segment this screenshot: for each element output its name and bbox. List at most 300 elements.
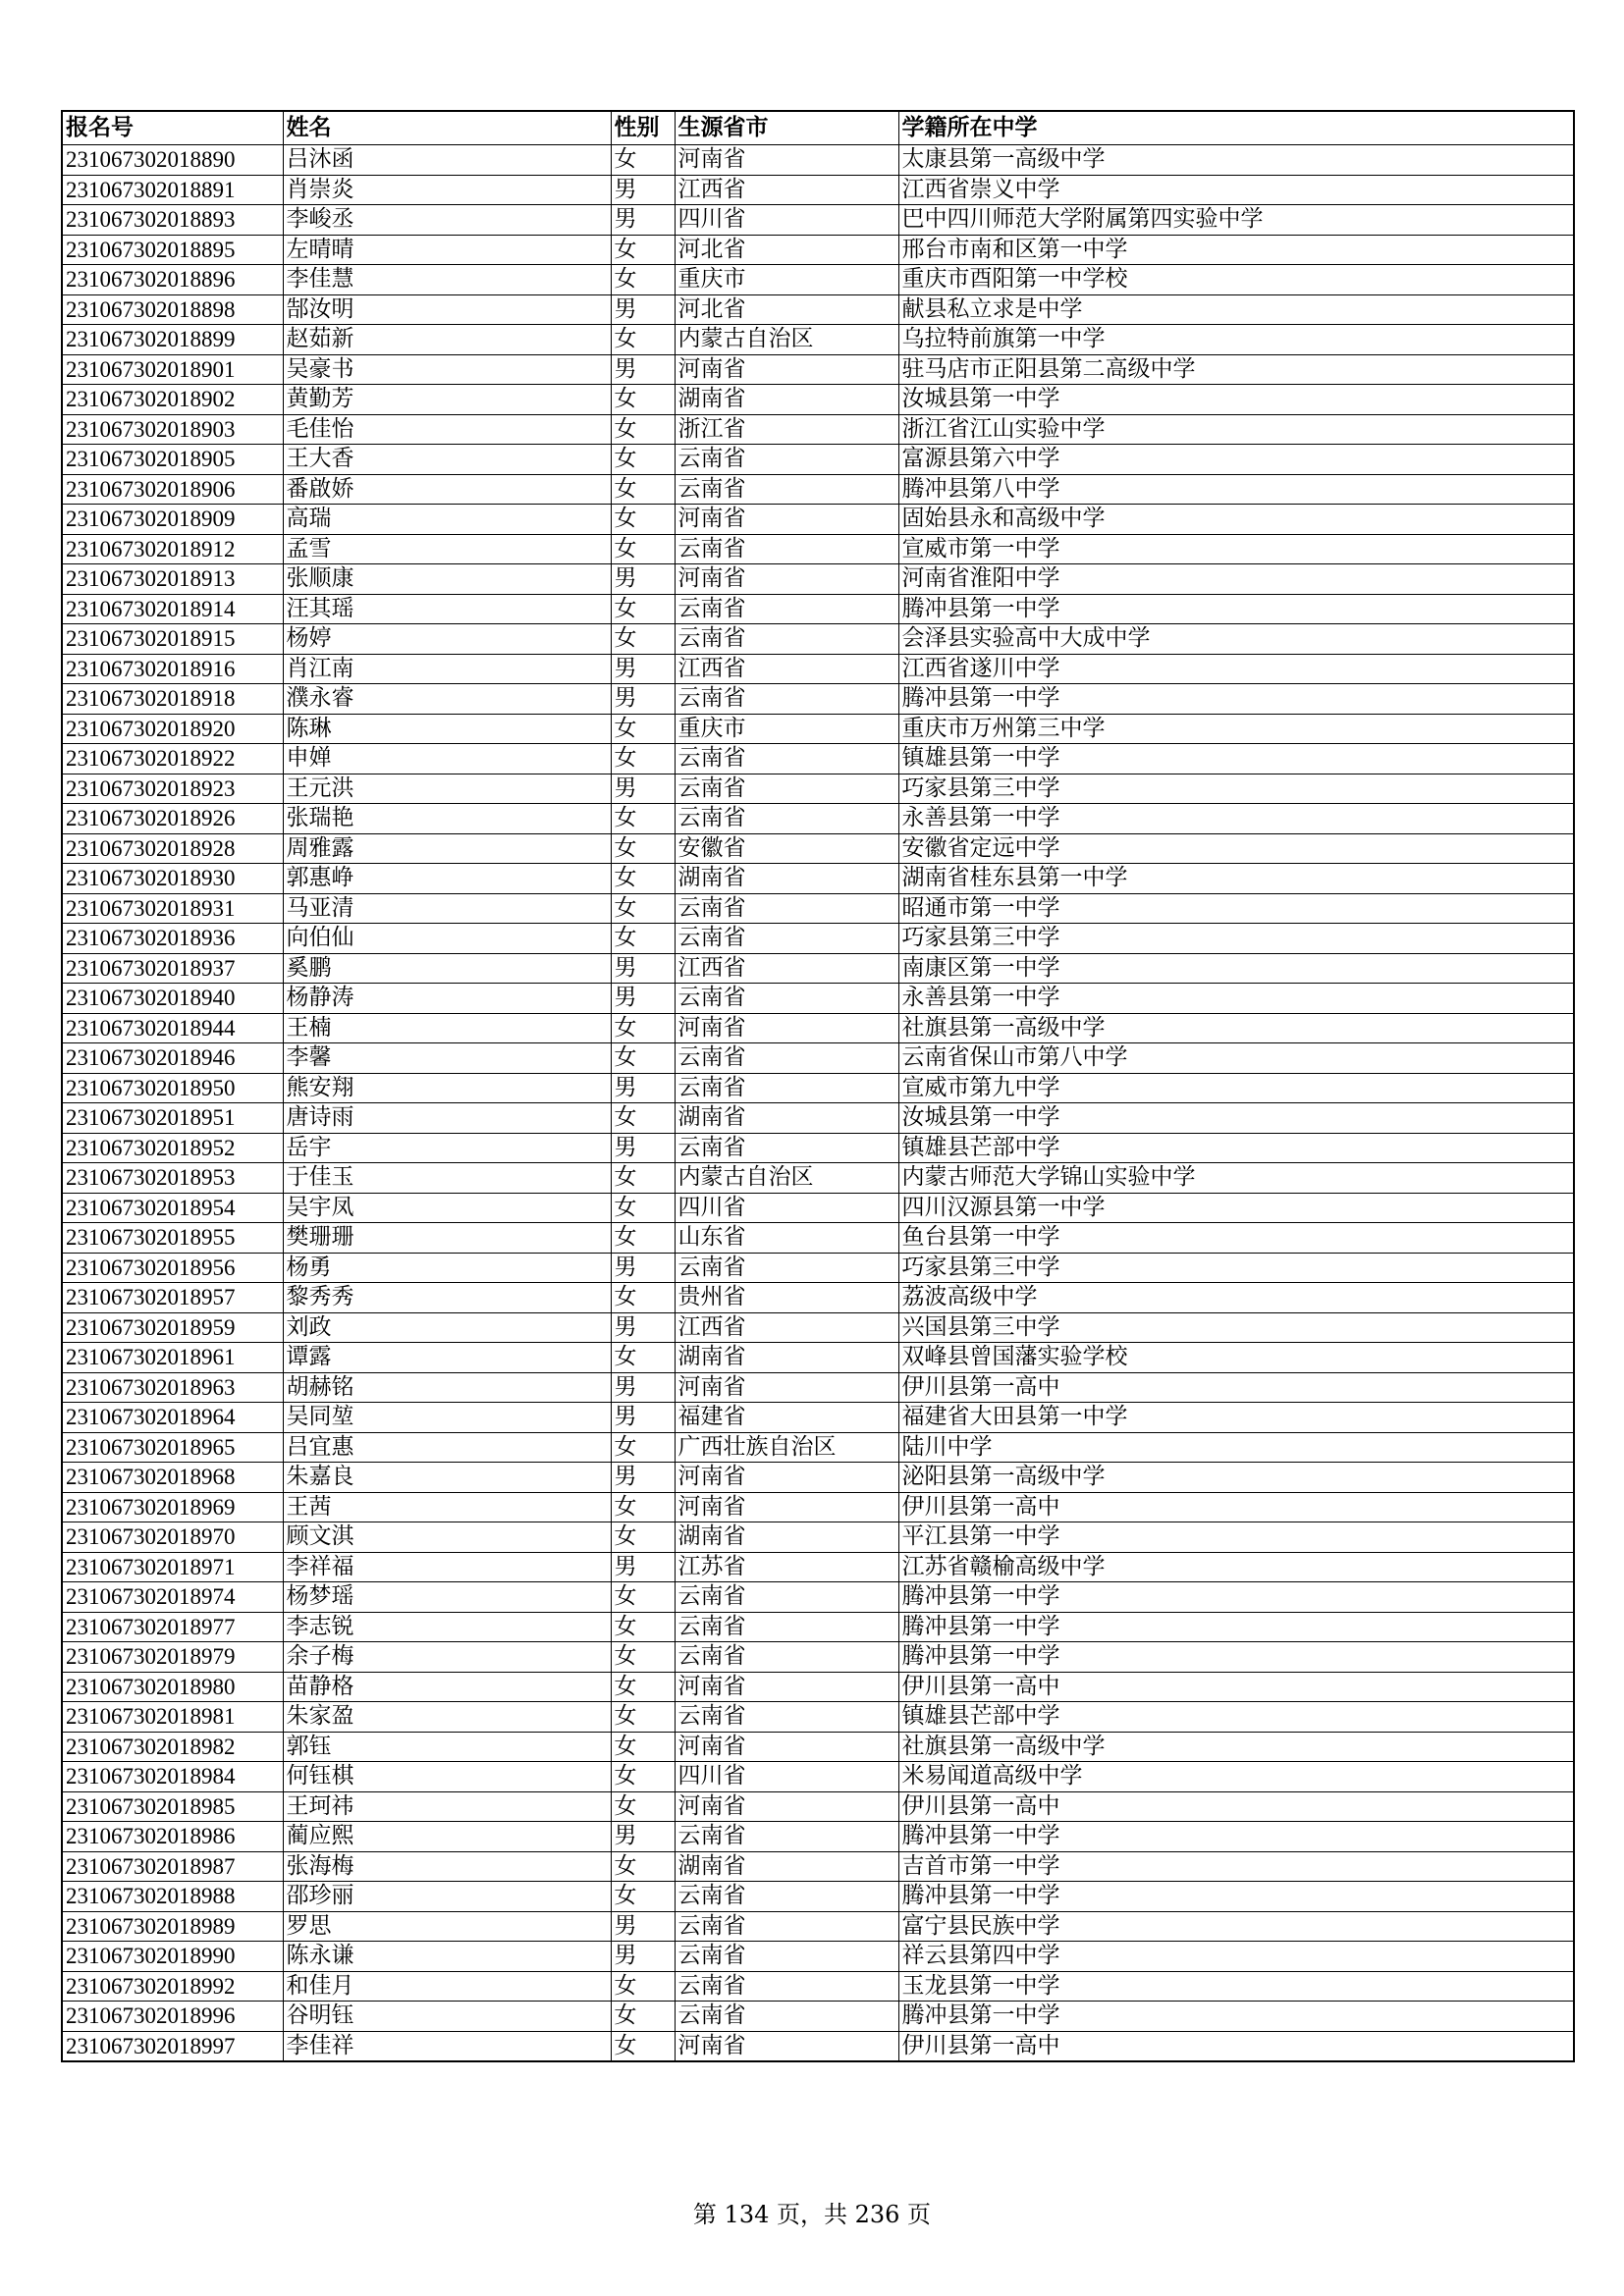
province-cell: 湖南省	[675, 1103, 898, 1134]
name-cell: 唐诗雨	[283, 1103, 611, 1134]
name-cell: 赵茹新	[283, 325, 611, 355]
table-row	[62, 145, 1574, 176]
table-row	[62, 953, 1574, 984]
high-school-cell: 宣威市第一中学	[898, 534, 1574, 564]
name-cell: 左晴晴	[283, 235, 611, 265]
province-cell: 云南省	[675, 474, 898, 505]
high-school-cell: 双峰县曾国藩实验学校	[898, 1343, 1574, 1373]
province-cell: 河北省	[675, 294, 898, 325]
gender-cell: 男	[611, 1312, 675, 1343]
high-school-cell: 巧家县第三中学	[898, 774, 1574, 804]
gender-cell: 女	[611, 1642, 675, 1673]
table-row	[62, 1672, 1574, 1702]
gender-cell: 女	[611, 2002, 675, 2032]
high-school-cell: 会泽县实验高中大成中学	[898, 624, 1574, 655]
registration-number-cell: 231067302018956	[62, 1253, 283, 1283]
gender-cell: 男	[611, 1552, 675, 1582]
province-cell: 云南省	[675, 594, 898, 624]
gender-cell: 女	[611, 414, 675, 445]
gender-cell: 女	[611, 505, 675, 535]
gender-cell: 男	[611, 1372, 675, 1403]
province-cell: 山东省	[675, 1223, 898, 1254]
table-row	[62, 1791, 1574, 1822]
high-school-cell: 云南省保山市第八中学	[898, 1043, 1574, 1074]
table-row	[62, 1582, 1574, 1613]
high-school-cell: 汝城县第一中学	[898, 1103, 1574, 1134]
province-cell: 湖南省	[675, 1522, 898, 1553]
table-row	[62, 1732, 1574, 1762]
registration-number-cell: 231067302018902	[62, 385, 283, 415]
name-cell: 肖江南	[283, 654, 611, 684]
name-cell: 张顺康	[283, 564, 611, 595]
province-cell: 云南省	[675, 1133, 898, 1163]
gender-cell: 女	[611, 1612, 675, 1642]
name-cell: 杨梦瑶	[283, 1582, 611, 1613]
header-registration-number: 报名号	[62, 111, 283, 145]
high-school-cell: 镇雄县芒部中学	[898, 1133, 1574, 1163]
registration-number-cell: 231067302018974	[62, 1582, 283, 1613]
registration-number-cell: 231067302018981	[62, 1702, 283, 1733]
name-cell: 孟雪	[283, 534, 611, 564]
gender-cell: 女	[611, 744, 675, 774]
province-cell: 河南省	[675, 564, 898, 595]
high-school-cell: 南康区第一中学	[898, 953, 1574, 984]
province-cell: 云南省	[675, 1971, 898, 2002]
table-row	[62, 235, 1574, 265]
province-cell: 贵州省	[675, 1283, 898, 1313]
gender-cell: 男	[611, 1463, 675, 1493]
province-cell: 河南省	[675, 505, 898, 535]
province-cell: 云南省	[675, 1911, 898, 1942]
gender-cell: 男	[611, 654, 675, 684]
province-cell: 河南省	[675, 1732, 898, 1762]
high-school-cell: 吉首市第一中学	[898, 1851, 1574, 1882]
name-cell: 王珂祎	[283, 1791, 611, 1822]
high-school-cell: 江苏省赣榆高级中学	[898, 1552, 1574, 1582]
table-row	[62, 1432, 1574, 1463]
name-cell: 于佳玉	[283, 1163, 611, 1194]
high-school-cell: 江西省崇义中学	[898, 175, 1574, 205]
table-row	[62, 265, 1574, 295]
name-cell: 朱家盈	[283, 1702, 611, 1733]
high-school-cell: 伊川县第一高中	[898, 1791, 1574, 1822]
gender-cell: 女	[611, 1103, 675, 1134]
header-high-school: 学籍所在中学	[898, 111, 1574, 145]
gender-cell: 女	[611, 1223, 675, 1254]
registration-number-cell: 231067302018912	[62, 534, 283, 564]
name-cell: 苗静格	[283, 1672, 611, 1702]
registration-number-cell: 231067302018890	[62, 145, 283, 176]
name-cell: 吕沐函	[283, 145, 611, 176]
high-school-cell: 献县私立求是中学	[898, 294, 1574, 325]
table-row	[62, 1492, 1574, 1522]
table-row	[62, 1343, 1574, 1373]
table-row	[62, 385, 1574, 415]
high-school-cell: 伊川县第一高中	[898, 1372, 1574, 1403]
gender-cell: 女	[611, 624, 675, 655]
registration-number-cell: 231067302018896	[62, 265, 283, 295]
table-row	[62, 1223, 1574, 1254]
table-row	[62, 2002, 1574, 2032]
registration-number-cell: 231067302018953	[62, 1163, 283, 1194]
registration-number-cell: 231067302018909	[62, 505, 283, 535]
name-cell: 李峻丞	[283, 205, 611, 236]
registration-number-cell: 231067302018950	[62, 1073, 283, 1103]
province-cell: 云南省	[675, 2002, 898, 2032]
high-school-cell: 宣威市第九中学	[898, 1073, 1574, 1103]
registration-number-cell: 231067302018914	[62, 594, 283, 624]
province-cell: 云南省	[675, 534, 898, 564]
registration-number-cell: 231067302018955	[62, 1223, 283, 1254]
high-school-cell: 腾冲县第一中学	[898, 2002, 1574, 2032]
table-row	[62, 864, 1574, 894]
name-cell: 黄勤芳	[283, 385, 611, 415]
name-cell: 李佳祥	[283, 2031, 611, 2061]
table-row	[62, 1372, 1574, 1403]
province-cell: 云南省	[675, 1642, 898, 1673]
table-row	[62, 1163, 1574, 1194]
table-row	[62, 744, 1574, 774]
province-cell: 四川省	[675, 1193, 898, 1223]
table-row	[62, 1822, 1574, 1852]
province-cell: 云南省	[675, 984, 898, 1014]
gender-cell: 女	[611, 1043, 675, 1074]
table-row	[62, 1133, 1574, 1163]
high-school-cell: 腾冲县第八中学	[898, 474, 1574, 505]
name-cell: 王茜	[283, 1492, 611, 1522]
name-cell: 吴宇凤	[283, 1193, 611, 1223]
registration-number-cell: 231067302018985	[62, 1791, 283, 1822]
province-cell: 云南省	[675, 924, 898, 954]
registration-number-cell: 231067302018992	[62, 1971, 283, 2002]
gender-cell: 男	[611, 1253, 675, 1283]
gender-cell: 女	[611, 1193, 675, 1223]
name-cell: 蔺应熙	[283, 1822, 611, 1852]
province-cell: 江苏省	[675, 1552, 898, 1582]
province-cell: 云南省	[675, 1882, 898, 1912]
registration-number-cell: 231067302018982	[62, 1732, 283, 1762]
province-cell: 河北省	[675, 235, 898, 265]
province-cell: 福建省	[675, 1403, 898, 1433]
registration-number-cell: 231067302018959	[62, 1312, 283, 1343]
province-cell: 江西省	[675, 953, 898, 984]
gender-cell: 女	[611, 594, 675, 624]
high-school-cell: 浙江省江山实验中学	[898, 414, 1574, 445]
gender-cell: 女	[611, 1882, 675, 1912]
gender-cell: 女	[611, 1672, 675, 1702]
province-cell: 江西省	[675, 175, 898, 205]
gender-cell: 男	[611, 1911, 675, 1942]
province-cell: 江西省	[675, 1312, 898, 1343]
name-cell: 谭露	[283, 1343, 611, 1373]
gender-cell: 男	[611, 294, 675, 325]
high-school-cell: 腾冲县第一中学	[898, 1882, 1574, 1912]
gender-cell: 女	[611, 1492, 675, 1522]
high-school-cell: 伊川县第一高中	[898, 1672, 1574, 1702]
gender-cell: 女	[611, 1791, 675, 1822]
table-row	[62, 984, 1574, 1014]
high-school-cell: 富宁县民族中学	[898, 1911, 1574, 1942]
high-school-cell: 腾冲县第一中学	[898, 1582, 1574, 1613]
high-school-cell: 伊川县第一高中	[898, 1492, 1574, 1522]
gender-cell: 女	[611, 1432, 675, 1463]
province-cell: 河南省	[675, 1372, 898, 1403]
name-cell: 和佳月	[283, 1971, 611, 2002]
gender-cell: 女	[611, 1582, 675, 1613]
registration-number-cell: 231067302018990	[62, 1942, 283, 1972]
high-school-cell: 荔波高级中学	[898, 1283, 1574, 1313]
province-cell: 湖南省	[675, 864, 898, 894]
table-row	[62, 1463, 1574, 1493]
registration-number-cell: 231067302018971	[62, 1552, 283, 1582]
name-cell: 刘政	[283, 1312, 611, 1343]
high-school-cell: 陆川中学	[898, 1432, 1574, 1463]
registration-number-cell: 231067302018899	[62, 325, 283, 355]
name-cell: 黎秀秀	[283, 1283, 611, 1313]
gender-cell: 女	[611, 1343, 675, 1373]
registration-number-cell: 231067302018954	[62, 1193, 283, 1223]
high-school-cell: 汝城县第一中学	[898, 385, 1574, 415]
province-cell: 河南省	[675, 2031, 898, 2061]
gender-cell: 男	[611, 205, 675, 236]
gender-cell: 女	[611, 2031, 675, 2061]
table-row	[62, 1193, 1574, 1223]
registration-number-cell: 231067302018898	[62, 294, 283, 325]
gender-cell: 男	[611, 1942, 675, 1972]
name-cell: 顾文淇	[283, 1522, 611, 1553]
gender-cell: 男	[611, 1403, 675, 1433]
province-cell: 河南省	[675, 145, 898, 176]
table-row	[62, 325, 1574, 355]
high-school-cell: 腾冲县第一中学	[898, 594, 1574, 624]
table-row	[62, 654, 1574, 684]
high-school-cell: 腾冲县第一中学	[898, 684, 1574, 715]
table-row	[62, 2031, 1574, 2061]
name-cell: 马亚清	[283, 893, 611, 924]
name-cell: 毛佳怡	[283, 414, 611, 445]
gender-cell: 男	[611, 1822, 675, 1852]
gender-cell: 女	[611, 1702, 675, 1733]
high-school-cell: 永善县第一中学	[898, 984, 1574, 1014]
table-row	[62, 445, 1574, 475]
high-school-cell: 河南省淮阳中学	[898, 564, 1574, 595]
province-cell: 重庆市	[675, 714, 898, 744]
gender-cell: 女	[611, 714, 675, 744]
table-row	[62, 1253, 1574, 1283]
high-school-cell: 社旗县第一高级中学	[898, 1013, 1574, 1043]
table-row	[62, 1642, 1574, 1673]
gender-cell: 男	[611, 774, 675, 804]
gender-cell: 男	[611, 1133, 675, 1163]
registration-number-cell: 231067302018997	[62, 2031, 283, 2061]
table-row	[62, 294, 1574, 325]
province-cell: 浙江省	[675, 414, 898, 445]
name-cell: 王元洪	[283, 774, 611, 804]
registration-number-cell: 231067302018969	[62, 1492, 283, 1522]
high-school-cell: 江西省遂川中学	[898, 654, 1574, 684]
table-row	[62, 1043, 1574, 1074]
gender-cell: 女	[611, 1283, 675, 1313]
admission-table	[61, 110, 1575, 2062]
province-cell: 云南省	[675, 445, 898, 475]
name-cell: 谷明钰	[283, 2002, 611, 2032]
name-cell: 余子梅	[283, 1642, 611, 1673]
name-cell: 杨勇	[283, 1253, 611, 1283]
gender-cell: 女	[611, 1762, 675, 1792]
high-school-cell: 重庆市万州第三中学	[898, 714, 1574, 744]
name-cell: 奚鹏	[283, 953, 611, 984]
high-school-cell: 社旗县第一高级中学	[898, 1732, 1574, 1762]
name-cell: 李佳慧	[283, 265, 611, 295]
province-cell: 河南省	[675, 1672, 898, 1702]
registration-number-cell: 231067302018913	[62, 564, 283, 595]
registration-number-cell: 231067302018944	[62, 1013, 283, 1043]
registration-number-cell: 231067302018937	[62, 953, 283, 984]
province-cell: 江西省	[675, 654, 898, 684]
province-cell: 云南省	[675, 684, 898, 715]
name-cell: 杨静涛	[283, 984, 611, 1014]
registration-number-cell: 231067302018989	[62, 1911, 283, 1942]
admission-list-sheet	[61, 110, 1573, 2062]
table-row	[62, 804, 1574, 834]
registration-number-cell: 231067302018901	[62, 354, 283, 385]
name-cell: 濮永睿	[283, 684, 611, 715]
name-cell: 何钰棋	[283, 1762, 611, 1792]
table-row	[62, 594, 1574, 624]
registration-number-cell: 231067302018893	[62, 205, 283, 236]
name-cell: 杨婷	[283, 624, 611, 655]
header-gender: 性别	[611, 111, 675, 145]
registration-number-cell: 231067302018980	[62, 1672, 283, 1702]
table-row	[62, 684, 1574, 715]
high-school-cell: 邢台市南和区第一中学	[898, 235, 1574, 265]
province-cell: 湖南省	[675, 1851, 898, 1882]
table-row	[62, 534, 1574, 564]
high-school-cell: 镇雄县第一中学	[898, 744, 1574, 774]
gender-cell: 女	[611, 1013, 675, 1043]
registration-number-cell: 231067302018970	[62, 1522, 283, 1553]
registration-number-cell: 231067302018964	[62, 1403, 283, 1433]
name-cell: 汪其瑶	[283, 594, 611, 624]
high-school-cell: 昭通市第一中学	[898, 893, 1574, 924]
table-row	[62, 833, 1574, 864]
table-row	[62, 414, 1574, 445]
high-school-cell: 米易闻道高级中学	[898, 1762, 1574, 1792]
name-cell: 高瑞	[283, 505, 611, 535]
gender-cell: 男	[611, 564, 675, 595]
high-school-cell: 巴中四川师范大学附属第四实验中学	[898, 205, 1574, 236]
gender-cell: 女	[611, 265, 675, 295]
name-cell: 朱嘉良	[283, 1463, 611, 1493]
registration-number-cell: 231067302018952	[62, 1133, 283, 1163]
high-school-cell: 腾冲县第一中学	[898, 1822, 1574, 1852]
province-cell: 河南省	[675, 1492, 898, 1522]
name-cell: 张瑞艳	[283, 804, 611, 834]
registration-number-cell: 231067302018977	[62, 1612, 283, 1642]
registration-number-cell: 231067302018930	[62, 864, 283, 894]
name-cell: 李馨	[283, 1043, 611, 1074]
name-cell: 郭惠峥	[283, 864, 611, 894]
registration-number-cell: 231067302018987	[62, 1851, 283, 1882]
registration-number-cell: 231067302018915	[62, 624, 283, 655]
gender-cell: 女	[611, 1851, 675, 1882]
gender-cell: 男	[611, 953, 675, 984]
name-cell: 向伯仙	[283, 924, 611, 954]
table-row	[62, 1522, 1574, 1553]
header-name: 姓名	[283, 111, 611, 145]
table-row	[62, 924, 1574, 954]
name-cell: 周雅露	[283, 833, 611, 864]
registration-number-cell: 231067302018940	[62, 984, 283, 1014]
table-row	[62, 1942, 1574, 1972]
gender-cell: 男	[611, 684, 675, 715]
province-cell: 四川省	[675, 1762, 898, 1792]
gender-cell: 女	[611, 833, 675, 864]
province-cell: 云南省	[675, 1612, 898, 1642]
registration-number-cell: 231067302018920	[62, 714, 283, 744]
registration-number-cell: 231067302018926	[62, 804, 283, 834]
table-row	[62, 1911, 1574, 1942]
province-cell: 云南省	[675, 1253, 898, 1283]
registration-number-cell: 231067302018979	[62, 1642, 283, 1673]
high-school-cell: 永善县第一中学	[898, 804, 1574, 834]
table-row	[62, 1702, 1574, 1733]
high-school-cell: 泌阳县第一高级中学	[898, 1463, 1574, 1493]
province-cell: 河南省	[675, 1791, 898, 1822]
gender-cell: 女	[611, 474, 675, 505]
table-row	[62, 505, 1574, 535]
high-school-cell: 乌拉特前旗第一中学	[898, 325, 1574, 355]
gender-cell: 男	[611, 354, 675, 385]
high-school-cell: 驻马店市正阳县第二高级中学	[898, 354, 1574, 385]
high-school-cell: 腾冲县第一中学	[898, 1612, 1574, 1642]
name-cell: 吴同堃	[283, 1403, 611, 1433]
name-cell: 番啟娇	[283, 474, 611, 505]
registration-number-cell: 231067302018918	[62, 684, 283, 715]
header-province: 生源省市	[675, 111, 898, 145]
gender-cell: 女	[611, 1732, 675, 1762]
province-cell: 云南省	[675, 774, 898, 804]
high-school-cell: 玉龙县第一中学	[898, 1971, 1574, 2002]
gender-cell: 女	[611, 924, 675, 954]
registration-number-cell: 231067302018922	[62, 744, 283, 774]
registration-number-cell: 231067302018946	[62, 1043, 283, 1074]
registration-number-cell: 231067302018961	[62, 1343, 283, 1373]
gender-cell: 女	[611, 864, 675, 894]
table-row	[62, 1762, 1574, 1792]
table-row	[62, 1552, 1574, 1582]
name-cell: 邵珍丽	[283, 1882, 611, 1912]
name-cell: 李祥福	[283, 1552, 611, 1582]
table-row	[62, 175, 1574, 205]
province-cell: 河南省	[675, 1013, 898, 1043]
registration-number-cell: 231067302018931	[62, 893, 283, 924]
table-body	[62, 145, 1574, 2062]
registration-number-cell: 231067302018906	[62, 474, 283, 505]
high-school-cell: 腾冲县第一中学	[898, 1642, 1574, 1673]
province-cell: 云南省	[675, 893, 898, 924]
gender-cell: 女	[611, 1971, 675, 2002]
table-row	[62, 1073, 1574, 1103]
province-cell: 云南省	[675, 1702, 898, 1733]
registration-number-cell: 231067302018905	[62, 445, 283, 475]
province-cell: 河南省	[675, 1463, 898, 1493]
table-row	[62, 205, 1574, 236]
registration-number-cell: 231067302018963	[62, 1372, 283, 1403]
province-cell: 云南省	[675, 1043, 898, 1074]
province-cell: 云南省	[675, 1073, 898, 1103]
province-cell: 重庆市	[675, 265, 898, 295]
